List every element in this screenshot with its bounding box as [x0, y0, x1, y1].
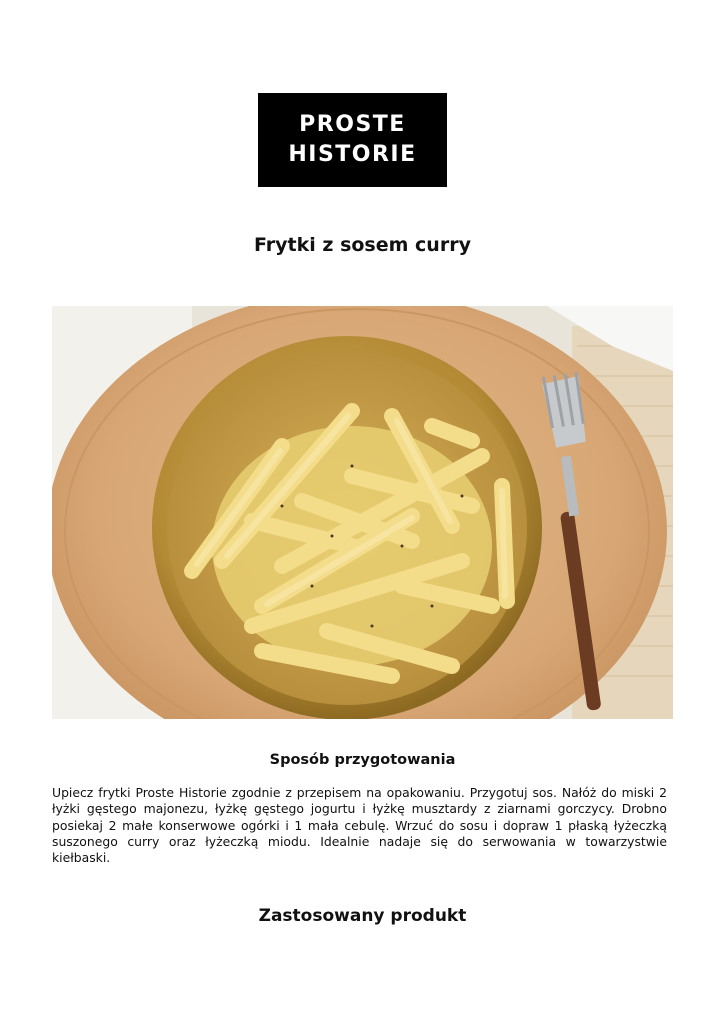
brand-logo: [258, 93, 447, 187]
recipe-photo: [52, 306, 673, 719]
preparation-text: Upiecz frytki Proste Historie zgodnie z przepisem na opakowaniu. Przygotuj sos. Nałóż do miski 2 łyżki gęstego majonezu, łyżkę gęstego jogurtu i łyżkę musztardy z ziarnami gorczycy. Drobno posiekaj 2 małe konserwowe ogórki i 1 mała cebulę. Wrzuć do sosu i dopraw 1 płaską łyżeczką suszonego curry oraz łyżeczką miodu. Idealnie nadaje się do serwowania w towarzystwie kiełbaski.: [52, 785, 667, 866]
recipe-photo-illustration: [52, 306, 673, 719]
product-heading: Zastosowany produkt: [258, 906, 467, 926]
recipe-title: Frytki z sosem curry: [254, 234, 471, 256]
logo-line-2: HISTORIE: [288, 142, 417, 167]
preparation-heading: Sposób przygotowania: [269, 752, 456, 768]
logo-line-1: PROSTE: [299, 112, 406, 137]
